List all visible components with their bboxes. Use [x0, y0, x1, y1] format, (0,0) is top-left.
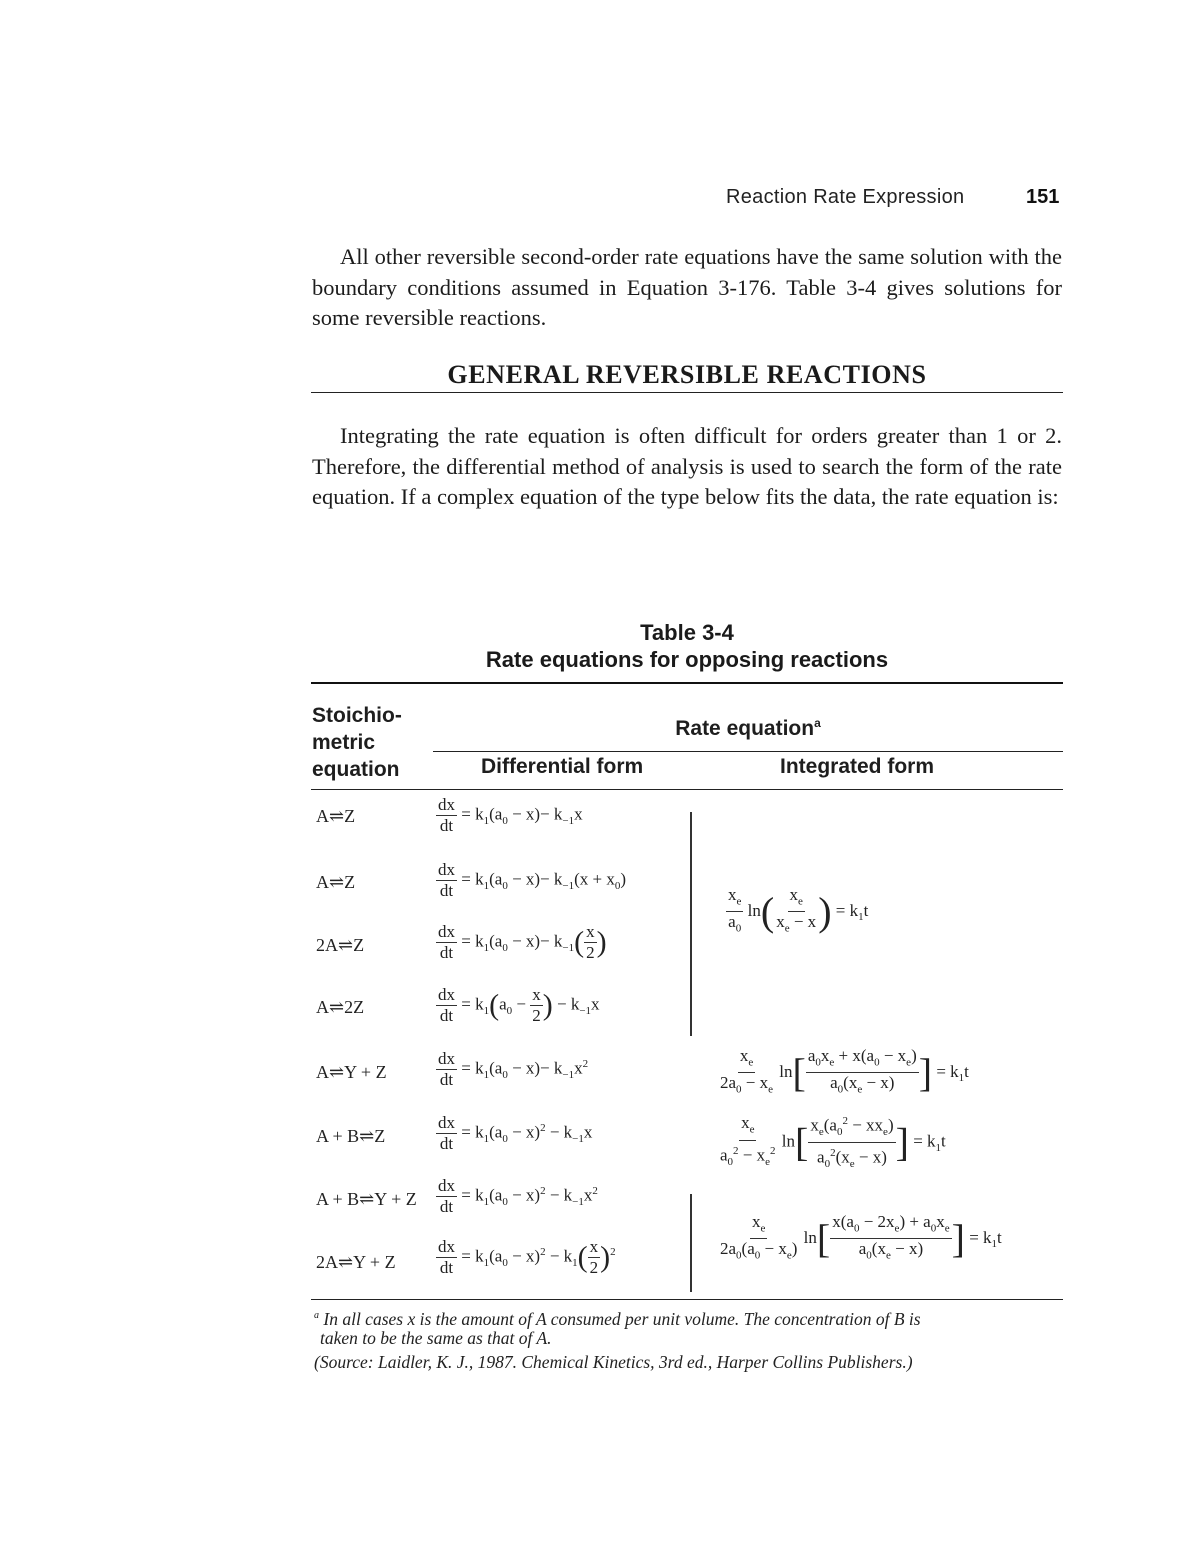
paragraph-2 — [312, 421, 1062, 513]
integrated-equation-3: $\frac{x_e}{a_0^2 - x_e^2}$ ln[ $\frac{x_e(a_0^2 - xx_e)}{a_0^2(x_e - x)}$ ] = $k_1t$ — [720, 1113, 946, 1171]
stoich-equation: A⇌Z — [316, 872, 356, 892]
paragraph-2-text: Integrating the rate equation is often difficult for orders greater than 1 or 2. Therefore, the differential method of analysis is used to search the form of the rate equation. If a complex equation of the type below fits the data, the rate equation is: — [312, 423, 1062, 509]
stoich-equation: A⇌Y + Z — [316, 1062, 387, 1082]
stoich-header-line-1: Stoichio- — [312, 704, 402, 727]
column-header-rate-equation — [433, 716, 1063, 741]
table-bottom-rule — [311, 1299, 1063, 1300]
column-header-integrated: Integrated form — [780, 755, 935, 778]
differential-equation-8: $\frac{dx}{dt}$ = $k_1(a_0 - x)^2 - k_1$( $\frac{x}{2}$ )$^2$ — [438, 1237, 616, 1277]
integrated-equation-2: $\frac{x_e}{2a_0 - x_e}$ ln[ $\frac{a_0x_e + x(a_0 - x_e)}{a_0(x_e - x)}$ ] = $k_1t$ — [720, 1046, 969, 1096]
rate-equation-label: Rate equation — [675, 717, 815, 740]
stoich-header-line-3: equation — [312, 758, 400, 781]
column-header-stoichiometric — [312, 702, 402, 783]
stoich-equation: A + B⇌Z — [316, 1126, 386, 1146]
rate-equation-footnote-marker: a — [814, 716, 821, 730]
group-brace-1 — [690, 812, 692, 1036]
footnote-source: (Source: Laidler, K. J., 1987. Chemical Kinetics, 3rd ed., Harper Collins Publishers.) — [314, 1352, 913, 1372]
footnote-line-2: taken to be the same as that of A. — [320, 1328, 552, 1348]
running-title: Reaction Rate Expression — [726, 186, 965, 208]
page-number: 151 — [1026, 186, 1060, 208]
header-bottom-rule — [311, 789, 1063, 790]
differential-equation-7: $\frac{dx}{dt}$ = $k_1(a_0 - x)^2 - k_{-1}x^2$ — [438, 1176, 598, 1216]
table-label: Table 3-4 — [640, 620, 734, 645]
header-split-rule — [433, 751, 1063, 752]
group-brace-2 — [690, 1194, 692, 1292]
table-caption: Rate equations for opposing reactions — [485, 647, 889, 672]
differential-equation-5: $\frac{dx}{dt}$ = $k_1(a_0 - x)- k_{-1}x^2$ — [438, 1049, 589, 1089]
differential-equation-4: $\frac{dx}{dt}$ = $k_1(a_0$ − $\frac{x}{2}$ ) − $k_{-1}x$ — [438, 985, 600, 1025]
differential-equation-2: $\frac{dx}{dt}$ = $k_1(a_0 - x)- k_{-1}(x + x_0)$ — [438, 860, 627, 900]
stoich-equation: 2A⇌Z — [316, 935, 365, 955]
footnote-marker: a — [314, 1310, 319, 1321]
footnote-line-1: In all cases x is the amount of A consumed per unit volume. The concentration of B is — [323, 1308, 921, 1329]
stoich-equation: A⇌Z — [316, 806, 356, 826]
differential-equation-1: $\frac{dx}{dt}$ = $k_1(a_0 - x)- k_{-1}x$ — [438, 795, 583, 835]
paragraph-1-text: All other reversible second-order rate equations have the same solution with the boundary conditions assumed in Equation 3-176. Table 3-4 gives solutions for some reversible reactions. — [312, 244, 1062, 330]
stoich-equation: 2A⇌Y + Z — [316, 1252, 396, 1272]
differential-equation-6: $\frac{dx}{dt}$ = $k_1(a_0 - x)^2 - k_{-1}x$ — [438, 1113, 593, 1153]
stoich-equation: A + B⇌Y + Z — [316, 1189, 417, 1209]
section-rule — [311, 392, 1063, 393]
column-header-differential: Differential form — [481, 755, 644, 778]
integrated-equation-1: $\frac{x_e}{a_0}$ ln( $\frac{x_e}{x_e - x}$ ) = $k_1t$ — [728, 885, 869, 935]
differential-equation-3: $\frac{dx}{dt}$ = $k_1(a_0 - x)- k_{-1}$( $\frac{x}{2}$ ) — [438, 922, 607, 962]
paragraph-1 — [312, 242, 1062, 334]
integrated-equation-4: $\frac{x_e}{2a_0(a_0 - x_e)}$ ln[ $\frac{x(a_0 - 2x_e) + a_0x_e}{a_0(x_e - x)}$ ] = $k_1t$ — [720, 1212, 1002, 1262]
table-top-rule — [311, 682, 1063, 684]
stoich-equation: A⇌2Z — [316, 997, 365, 1017]
section-heading: GENERAL REVERSIBLE REACTIONS — [447, 360, 927, 389]
stoich-header-line-2: metric — [312, 731, 376, 754]
